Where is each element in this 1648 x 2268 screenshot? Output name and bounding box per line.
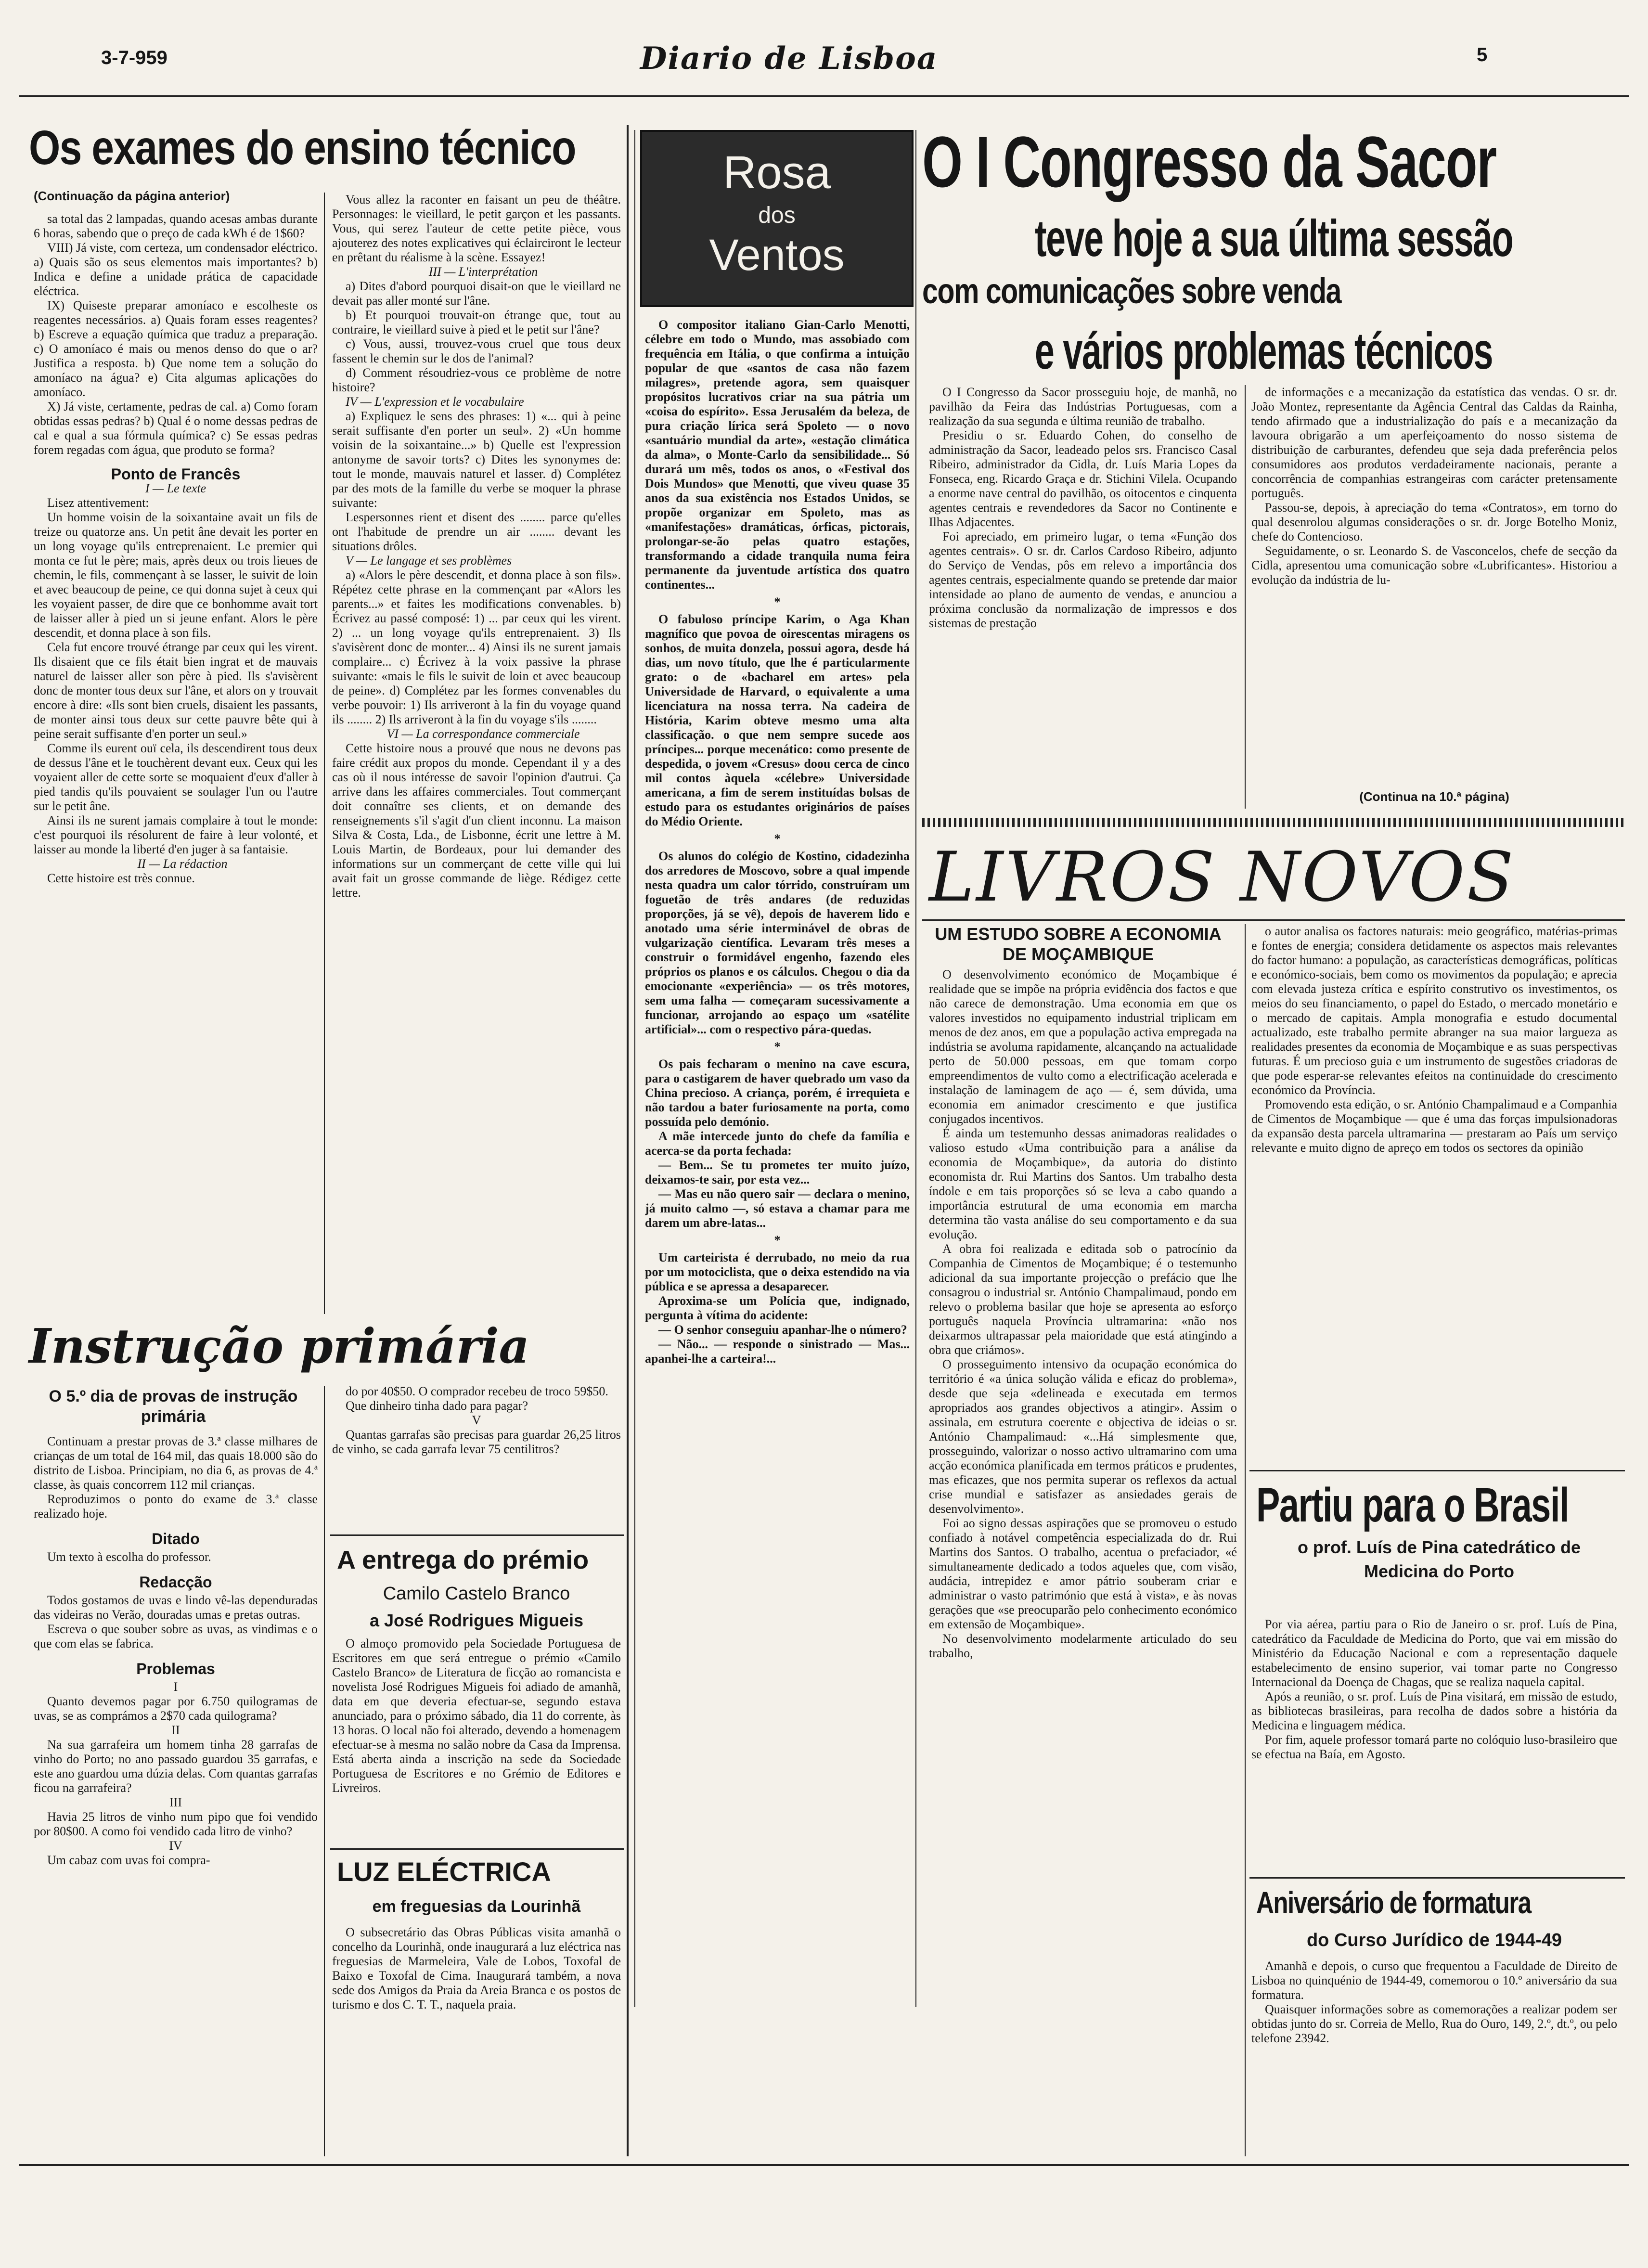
column-rule: [324, 193, 325, 1314]
paragraph: O fabuloso príncipe Karim, o Aga Khan magnífico que povoa de oirescentas miragens os sonhos, de muita donzela, possui agora, desde há dias, um novo título, que lhe é particularmente grato: o de «bacharel em artes» pela Universidade de Harvard, o equivalente a uma licenciatura na nossa terra. Na cadeira de História, Karim obteve mesmo uma alta classificação. o que nem sempre sucede aos príncipes... porque mecenático: como presente de despedida, o jovem «Cresus» doou cerca de cinco mil contos àquela «célebre» Universidade americana, a fim de serem instituídas bolsas de estudo para os estudantes originários de países do Médio Oriente.: [645, 612, 910, 828]
problemas-heading: Problemas: [136, 1660, 215, 1677]
paragraph: Que dinheiro tinha dado para pagar?: [346, 1399, 528, 1413]
paragraph: Promovendo esta edição, o sr. António Champalimaud e a Companhia de Cimentos de Moçambique — que é uma das forças impulsionadoras da expansão desta parcela ultramarina — prestaram ao País um serviço relevante e muito digno de apreço em todos os sectores da opinião: [1251, 1097, 1617, 1155]
rosa-dos-ventos-banner: [640, 130, 914, 307]
paragraph: Um carteirista é derrubado, no meio da rua por um motociclista, que o deixa estendido na via pública e se apressa a desaparecer.: [645, 1250, 910, 1293]
paragraph: Cette histoire nous a prouvé que nous ne devons pas faire crédit aux propos du monde. Cependant il y a des cas où il nous intéresse de savoir l'opinion d'autrui. Ça arrive dans les affaires commerciales. Tout commerçant doit connaître ses clients, et on demande des renseignements s'il s'agit d'un client inconnu. La maison Silva & Costa, Lda., de Lisbonne, écrit une lettre à M. Louis Martin, de Bordeaux, pour lui demander des informations sur un commerçant de cette ville qui lui avait fait un grosse commande de liège. Rédigez cette lettre.: [332, 741, 621, 900]
section-rule: [330, 1534, 624, 1536]
paragraph: o autor analisa os factores naturais: meio geográfico, matérias-primas e fontes de energia; considera detidamente os aspectos mais relevantes do factor humano: a população, as características demográficas, políticas e económico-sociais, bem como os movimentos da população; e aprecia com elevada justeza crítica e espírito construtivo os investimentos, os meios do seu financiamento, o papel do Estado, o mercado monetário e o mercado de capitais. Ampla monografia e estudo documental actualizado, este trabalho permite abranger na sua maior largueza as realidades presentes da economia de Moçambique e as suas perspectivas futuras. É um precioso guia e um instrumento de sugestões criadoras de que pode esperar-se relevantes efeitos na continuidade do crescimento económico da Província.: [1251, 924, 1617, 1097]
paragraph: Reproduzimos o ponto do exame de 3.ª classe realizado hoje.: [34, 1492, 318, 1521]
paragraph: Após a reunião, o sr. prof. Luís de Pina visitará, em missão de estudo, as bibliotecas brasileiras, para recolha de dados sobre a história da Medicina e linguagem médica.: [1251, 1689, 1617, 1732]
primaria-column-1: [34, 1434, 318, 2156]
separator-star: *: [774, 595, 781, 609]
ornament-rule: [915, 130, 916, 2007]
brasil-text: [1251, 1617, 1617, 1868]
frances-subheading: I — Le texte: [145, 481, 206, 495]
livros-subtitle: UM ESTUDO SOBRE A ECONOMIA DE MOÇAMBIQUE: [935, 924, 1222, 964]
paragraph: b) Et pourquoi trouvait-on étrange que, tout au contraire, le vieillard suive à pied et le petit sur l'âne?: [332, 308, 621, 336]
premio-subtitle-2: a José Rodrigues Migueis: [369, 1611, 584, 1630]
paragraph: Foi ao signo dessas aspirações que se promoveu o estudo confiado à notável competência especializada do dr. Rui Martins dos Santos. O trabalho, acentua o prefaciador, «é simultaneamente dedicado a todos aqueles que, com visão, audácia, intrepidez e amor pátrio souberam criar e administrar o vasto património que está à vista», e às novas gerações que «se preocuparão pelo conhecimento económico em extensão de Moçambique».: [929, 1516, 1237, 1631]
ditado-heading: Ditado: [152, 1530, 200, 1547]
paragraph: a) Dites d'abord pourquoi disait-on que le vieillard ne devait pas aller monté sur l'âne.: [332, 279, 621, 308]
luz-subtitle: em freguesias da Lourinhã: [372, 1897, 581, 1916]
frances-heading: Ponto de Francês: [111, 465, 241, 483]
paragraph: sa total das 2 lampadas, quando acesas ambas durante 6 horas, sabendo que o preço de cada kWh é de 1$60?: [34, 212, 318, 240]
brasil-title: Partiu para o Brasil: [1256, 1478, 1569, 1532]
sacor-line-4: e vários problemas técnicos: [1035, 322, 1493, 380]
exames-continuation: (Continuação da página anterior): [34, 189, 230, 203]
paragraph: de informações e a mecanização da estatística das vendas. O sr. dr. João Montez, representante da Agência Central das Caldas da Rainha, tendo afirmado que a industrialização do país e a mecanização da lavoura obrigarão a um aperfeiçoamento do nosso sistema de distribuição de carburantes, defendeu que seja dada preferência pelos consumidores aos produtos verdadeiramente nacionais, perante a concorrência de companhias estrangeiras com carácter pretensamente português.: [1251, 385, 1617, 500]
paragraph: Na sua garrafeira um homem tinha 28 garrafas de vinho do Porto; no ano passado guardou 35 garrafas, e este ano guardou uma dúzia delas. Com quantas garrafas ficou na garrafeira?: [34, 1738, 318, 1795]
aniversario-text: [1251, 1959, 1617, 2152]
paragraph: Os alunos do colégio de Kostino, cidadezinha dos arredores de Moscovo, sobre a qual impende nesta quadra um calor tórrido, construíram um foguetão de três andares (de reduzidas proporções, já se vê), depois de haverem lido e anotado uma série interminável de obras de vulgarização científica. Levaram três meses a construir o formidável engenho, fazendo eles próprios os planos e os cálculos. Chegou o dia da emocionante «experiência» — os três motores, sem uma falha — começaram sucessivamente a funcionar, arrojando ao espaço um «satélite artificial»... com o respectivo pára-quedas.: [645, 849, 910, 1036]
rosa-column: [645, 318, 910, 2002]
luz-text: [332, 1925, 621, 2132]
ornamental-rule: [922, 818, 1625, 827]
sacor-continua: (Continua na 10.ª página): [1359, 789, 1509, 804]
paragraph: Quantas garrafas são precisas para guardar 26,25 litros de vinho, se cada garrafa levar 75 centilitros?: [332, 1428, 621, 1456]
paragraph: Comme ils eurent ouï cela, ils descendirent tous deux de dessus l'âne et le touchèrent devant eux. Ceux qui les voyaient aller de cette sorte se moquaient d'eux d'aller à pied tandis qu'ils pouvaient se soulager l'un ou l'autre sur le petit âne.: [34, 741, 318, 813]
paragraph: Quanto devemos pagar por 6.750 quilogramas de uvas, se as comprámos a 2$70 cada quilograma?: [34, 1694, 318, 1723]
paragraph: Um texto à escolha do professor.: [47, 1550, 211, 1564]
masthead: Diario de Lisboa: [640, 40, 938, 77]
issue-date: 3-7-959: [101, 47, 167, 68]
primaria-title: Instrução primária: [29, 1319, 530, 1374]
paragraph: Amanhã e depois, o curso que frequentou a Faculdade de Direito de Lisboa no quinquénio de 1944-49, comemorou o 10.º aniversário da sua formatura.: [1251, 1959, 1617, 2002]
section-rule: [1249, 1470, 1625, 1471]
section-rule: [1249, 1877, 1625, 1879]
premio-text: [332, 1637, 621, 1839]
paragraph: Lisez attentivement:: [47, 496, 149, 510]
paragraph: Quaisquer informações sobre as comemorações a realizar podem ser obtidas junto do sr. Correia de Mello, Rua do Ouro, 149, 2.º, dt.º, ou pelo telefone 23942.: [1251, 2002, 1617, 2045]
luz-title: LUZ ELÉCTRICA: [337, 1856, 551, 1887]
paragraph: Havia 25 litros de vinho num pipo que foi vendido por 80$00. A como foi vendido cada litro de vinho?: [34, 1810, 318, 1838]
sacor-line-2: teve hoje a sua última sessão: [1035, 209, 1513, 267]
livros-title: LIVROS NOVOS: [929, 838, 1516, 917]
rosa-word-1: Rosa: [722, 147, 831, 198]
primaria-column-2: [332, 1384, 621, 1529]
brasil-subtitle: o prof. Luís de Pina catedrático de Medicina do Porto: [1297, 1537, 1581, 1581]
paragraph: — Bem... Se tu prometes ter muito juízo, deixamos-te sair, por esta vez...: [645, 1158, 910, 1186]
paragraph: Os pais fecharam o menino na cave escura, para o castigarem de haver quebrado um vaso da China precioso. A criança, porém, é irrequieta e não tardou a bater furiosamente na porta, como possuída pelo demónio.: [645, 1057, 910, 1129]
paragraph: IX) Quiseste preparar amoníaco e escolheste os reagentes necessários. a) Quais foram esses reagentes? b) Escreve a equação química que traduz a preparação. c) O amoníaco é mais ou menos denso do que o ar? Justifica a resposta. b) Que nome tem a solução do amoníaco na água? e) Cita algumas aplicações do amoníaco.: [34, 298, 318, 399]
paragraph: Seguidamente, o sr. Leonardo S. de Vasconcelos, chefe de secção da Cidla, apresentou uma comunicação sobre «Lubrificantes». Historiou a evolução da indústria de lu-: [1251, 544, 1617, 587]
exames-column-1: [34, 212, 318, 1304]
problem-number: I: [173, 1680, 178, 1694]
livros-column-1: [929, 967, 1237, 2156]
paragraph: Vous allez la raconter en faisant un peu de théâtre. Personnages: le vieillard, le petit garçon et les passants. Vous, qui serez l'auteur de cette petite pièce, vous ajouterez des notes explicatives qui éclairciront le lecteur en prêtant du réalisme à la scène. Essayez!: [332, 193, 621, 264]
section-label: II — La rédaction: [137, 857, 228, 871]
paragraph: Aproxima-se um Polícia que, indignado, pergunta à vítima do acidente:: [645, 1294, 910, 1322]
paragraph: A mãe intercede junto do chefe da família e acerca-se da porta fechada:: [645, 1129, 910, 1158]
paragraph: Por via aérea, partiu para o Rio de Janeiro o sr. prof. Luís de Pina, catedrático da Faculdade de Medicina do Porto, que vai em missão do Ministério da Educação Nacional e com a representação daquele estabelecimento de ensino superior, vai tomar parte no Congresso Internacional da Doença de Chagas, que se realiza naquela capital.: [1251, 1617, 1617, 1689]
ornament-rule: [634, 130, 635, 2007]
problem-number: II: [171, 1723, 180, 1737]
problem-number: IV: [169, 1839, 182, 1853]
paragraph: O desenvolvimento económico de Moçambique é realidade que se impõe na própria evidência dos factos e que não carece de demonstração. Uma economia em que os valores investidos no equipamento industrial triplicam em menos de dez anos, em que a população activa empregada na indústria se avoluma rapidamente, alcançando na actualidade perto de 50.000 pessoas, em que tomam corpo empreendimentos de vulto como a electrificação acelerada e instalação de laminagem de aço — é, sem dúvida, uma economia em animador crescimento e que justifica conjugados incentivos.: [929, 967, 1237, 1126]
sacor-column-2: [1251, 385, 1617, 780]
paragraph: O I Congresso da Sacor prosseguiu hoje, de manhã, no pavilhão da Feira das Indústrias Portuguesas, com a realização da sua segunda e última reunião de trabalho.: [929, 385, 1237, 428]
page-number: 5: [1477, 44, 1488, 65]
paragraph: Un homme voisin de la soixantaine avait un fils de treize ou quatorze ans. Un petit âne devait les porter en un long voyage qu'ils entreprenaient. Le premier qui monta ce fut le père; mais, après deux ou trois lieues de chemin, le fils, commençant à se lasser, le suivit de loin et avec beaucoup de peine, ce qui donna sujet à ceux qui les voyaient passer, de dire que ce bonhomme avait tort de laisser aller à pied un si jeune enfant. Alors le père descendit, et donna place à son fils.: [34, 510, 318, 640]
exames-column-2: [332, 193, 621, 1309]
column-rule: [627, 125, 629, 2156]
paragraph: Lespersonnes rient et disent des ........ parce qu'elles ont l'habitude de prendre un air ........ devant les situations drôles.: [332, 510, 621, 553]
paragraph: Por fim, aquele professor tomará parte no colóquio luso-brasileiro que se efectua na Baía, em Agosto.: [1251, 1733, 1617, 1761]
paragraph: Escreva o que souber sobre as uvas, as vindimas e o que com elas se fabrica.: [34, 1622, 318, 1650]
column-rule: [324, 1386, 325, 2156]
premio-title: A entrega do prémio: [337, 1546, 589, 1574]
redaccao-heading: Redacção: [139, 1573, 212, 1591]
paragraph: d) Comment résoudriez-vous ce problème de notre histoire?: [332, 366, 621, 394]
paragraph: Presidiu o sr. Eduardo Cohen, do conselho de administração da Sacor, leadeado pelos srs. Francisco Casal Ribeiro, administrador da Cidla, dr. Luís Maria Lopes da Fonseca, eng. Ricardo Graça e dr. Stichini Vilela. Ocupando a enorme nave central do pavilhão, os oitocentos e cinquenta agentes centrais e revendedores da Sacor no Continente e Ilhas Adjacentes.: [929, 428, 1237, 529]
paragraph: Cela fut encore trouvé étrange par ceux qui les virent. Ils disaient que ce fils était bien ingrat et de mauvais naturel de laisser aller son père à pied. Ils s'avisèrent donc de monter tous deux sur l'âne, et alors on y trouvait encore à dire: «Ils sont bien cruels, disaient les passants, de monter ainsi tous deux sur cette pauvre bête qui à peine serait suffisante d'en porter un seul.»: [34, 640, 318, 741]
paragraph: — O senhor conseguiu apanhar-lhe o número?: [658, 1323, 907, 1337]
paragraph: VIII) Já viste, com certeza, um condensador eléctrico. a) Quais são os seus elementos mais importantes? b) Indica e define a unidade prática de capacidade eléctrica.: [34, 241, 318, 298]
paragraph: Ainsi ils ne surent jamais complaire à tout le monde: c'est pourquoi ils résolurent de faire à leur volonté, et laisser au monde la liberté d'en juger à sa fantaisie.: [34, 813, 318, 856]
paragraph: c) Vous, aussi, trouvez-vous cruel que tous deux fassent le chemin sur le dos de l'animal?: [332, 337, 621, 365]
paragraph: X) Já viste, certamente, pedras de cal. a) Como foram obtidas essas pedras? b) Qual é o nome dessas pedras de cal e qual a sua fórmula química? c) Se essas pedras forem regadas com água, que produto se forma?: [34, 399, 318, 457]
header-rule: [19, 95, 1629, 97]
column-rule: [1245, 924, 1246, 2156]
paragraph: a) Expliquez le sens des phrases: 1) «... qui à peine serait suffisante d'en porter un seul». 2) «Un homme voisin de la soixantaine...» b) Quelle est l'expression antonyme de savoir torts? c) Dites les synonymes de: tout le monde, mauvais naturel et lasser. d) Complétez par des mots de la famille du verbe se moquer la phrase suivante:: [332, 409, 621, 510]
paragraph: Cette histoire est très connue.: [47, 871, 195, 885]
paragraph: É ainda um testemunho dessas animadoras realidades o valioso estudo «Uma contribuição para a análise da economia de Moçambique», da autoria do distinto economista dr. Rui Martins dos Santos. Um trabalho desta índole e em tais proporções só se leva a cabo quando a importância estrutural de uma economia em marcha determina tão vasta análise do seu comportamento e da sua evolução.: [929, 1126, 1237, 1241]
paragraph: — Não... — responde o sinistrado — Mas... apanhei-lhe a carteira!...: [645, 1337, 910, 1366]
section-rule: [922, 919, 1625, 921]
rosa-word-2: dos: [758, 203, 796, 228]
paragraph: O compositor italiano Gian-Carlo Menotti, célebre em todo o Mundo, mas assobiado com frequência em Itália, o que confirma a intuição popular de que «santos de casa não fazem milagres», pretende agora, sem quaisquer propósitos lucrativos criar na sua pátria um «coisa do espírito». Essa Jerusalém da beleza, de pura criação lírica será Spoleto — o novo «santuário mundial da arte», «estação climática da alma», o Monte-Carlo da sensibilidade... Só durará um mês, todos os anos, o «Festival dos Dois Mundos» que Menotti, que viveu quase 35 anos da sua existência nos Estados Unidos, se propõe organizar em Spoleto, mas as «manifestações» dramáticas, órficas, pictorais, prolongar-se-ão pelas quatro estações, transformando a cidade tranquila numa feira permanente da juventude artística dos quatro continentes...: [645, 318, 910, 592]
separator-star: *: [774, 1233, 781, 1247]
paragraph: O subsecretário das Obras Públicas visita amanhã o concelho da Lourinhã, onde inaugurará a luz eléctrica nas freguesias de Marmeleira, Vale de Lobos, Toxofal de Baixo e Toxofal de Cima. Inaugurará também, a nova sede dos Amigos da Praia da Areia Branca e os postos de turismo e dos C. T. T., naquela praia.: [332, 1925, 621, 2011]
paragraph: a) «Alors le père descendit, et donna place à son fils». Répétez cette phrase en la commençant par «Alors les parents...» et faites les modifications convenables. b) Écrivez au passé composé: 1) ... par ceux qui les virent. 2) ... un long voyage qu'ils entreprenaient. 3) Ils s'avisèrent donc de monter... 4) Ainsi ils ne surent jamais complaire... c) Écrivez à la voix passive la phrase suivante: «mais le fils le suivit de loin et avec beaucoup de peine». d) Complétez par les formes convenables du verbe pouvoir: 1) Ils arriveront à la fin du voyage quand ils ........ 2) Ils arriveront à la fin du voyage s'ils ........: [332, 568, 621, 726]
paragraph: O prosseguimento intensivo da ocupação económica do território é «a única solução válida e eficaz do problema», desde que seja «delineada e executada em termos apropriados aos grandes objectivos a atingir». Assim o assinala, em estrutura coerente e objectiva de ideias o sr. António Champalimaud: «...Há simplesmente que, prosseguindo, valorizar o nosso activo ultramarino com uma acção económica planificada em termos práticos e prudentes, mas eficazes, que nos permita superar os reflexos da actual crise mundial e satisfazer as ansiedades gerais de desenvolvimento».: [929, 1357, 1237, 1516]
paragraph: A obra foi realizada e editada sob o patrocínio da Companhia de Cimentos de Moçambique; é o testemunho adicional da sua importante projecção o prefácio que lhe consagrou o industrial sr. António Champalimaud, pondo em relevo o problema basilar que hoje se apresenta ao esforço português naquela Província ultramarina: «não nos deixarmos ultrapassar pela maioridade que está atingindo a obra que criámos».: [929, 1242, 1237, 1357]
exames-title: Os exames do ensino técnico: [29, 121, 576, 175]
paragraph: do por 40$50. O comprador recebeu de troco 59$50.: [346, 1384, 608, 1398]
section-label: VI — La correspondance commerciale: [386, 727, 580, 741]
separator-star: *: [774, 1040, 781, 1054]
paragraph: No desenvolvimento modelarmente articulado do seu trabalho,: [929, 1632, 1237, 1660]
problem-number: III: [169, 1795, 182, 1809]
sacor-column-1: [929, 385, 1237, 809]
section-rule: [330, 1848, 624, 1850]
sacor-title: O I Congresso da Sacor: [922, 121, 1496, 202]
premio-subtitle-1: Camilo Castelo Branco: [383, 1584, 570, 1604]
paragraph: — Mas eu não quero sair — declara o menino, já muito calmo —, só estava a chamar para me darem um abre-latas...: [645, 1187, 910, 1230]
column-rule: [1245, 385, 1246, 809]
section-label: III — L'interprétation: [428, 265, 538, 279]
primaria-subtitle: O 5.º dia de provas de instrução primária: [49, 1387, 298, 1426]
aniversario-title: Aniversário de formatura: [1256, 1885, 1531, 1920]
separator-star: *: [774, 832, 781, 846]
paragraph: Um cabaz com uvas foi compra-: [47, 1853, 210, 1867]
sacor-line-3: com comunicações sobre venda: [922, 271, 1341, 311]
paragraph: Foi apreciado, em primeiro lugar, o tema «Função dos agentes centrais». O sr. dr. Carlos Cardoso Ribeiro, adjunto do Serviço de Vendas, pôs em relevo a importância dos agentes centrais, especialmente quando se pretende dar maior intensidade ao plano de aumento de vendas, e anunciou a próxima conclusão da normalização de impressos e dos sistemas de prestação: [929, 529, 1237, 630]
section-label: V — Le langage et ses problèmes: [346, 554, 512, 567]
livros-column-2: [1251, 924, 1617, 1463]
paragraph: Passou-se, depois, à apreciação do tema «Contratos», em torno do qual desenrolou algumas considerações o sr. dr. Jorge Botelho Moniz, chefe do Contencioso.: [1251, 501, 1617, 543]
rosa-word-3: Ventos: [709, 231, 845, 280]
paragraph: Continuam a prestar provas de 3.ª classe milhares de crianças de um total de 164 mil, das quais 18.000 são do distrito de Lisboa. Principiam, no dia 6, as provas de 4.ª classe, às quais concorrem 112 mil crianças.: [34, 1434, 318, 1492]
problem-number: V: [472, 1413, 481, 1427]
section-label: IV — L'expression et le vocabulaire: [346, 395, 524, 409]
paragraph: O almoço promovido pela Sociedade Portuguesa de Escritores em que será entregue o prémio «Camilo Castelo Branco» de Literatura de ficção ao romancista e novelista José Rodrigues Migueis foi adiado de amanhã, data em que deveria efectuar-se, segundo estava anunciado, para o próximo sábado, dia 11 do corrente, às 13 horas. O local não foi alterado, devendo a homenagem efectuar-se à mesma no salão nobre da Casa da Imprensa. Está aberta ainda a inscrição na sede da Sociedade Portuguesa de Escritores e no Grémio de Editores e Livreiros.: [332, 1637, 621, 1795]
aniversario-subtitle: do Curso Jurídico de 1944-49: [1306, 1930, 1562, 1950]
paragraph: Todos gostamos de uvas e lindo vê-las dependuradas das videiras no Verão, douradas umas e pretas outras.: [34, 1593, 318, 1622]
footer-rule: [19, 2164, 1629, 2166]
